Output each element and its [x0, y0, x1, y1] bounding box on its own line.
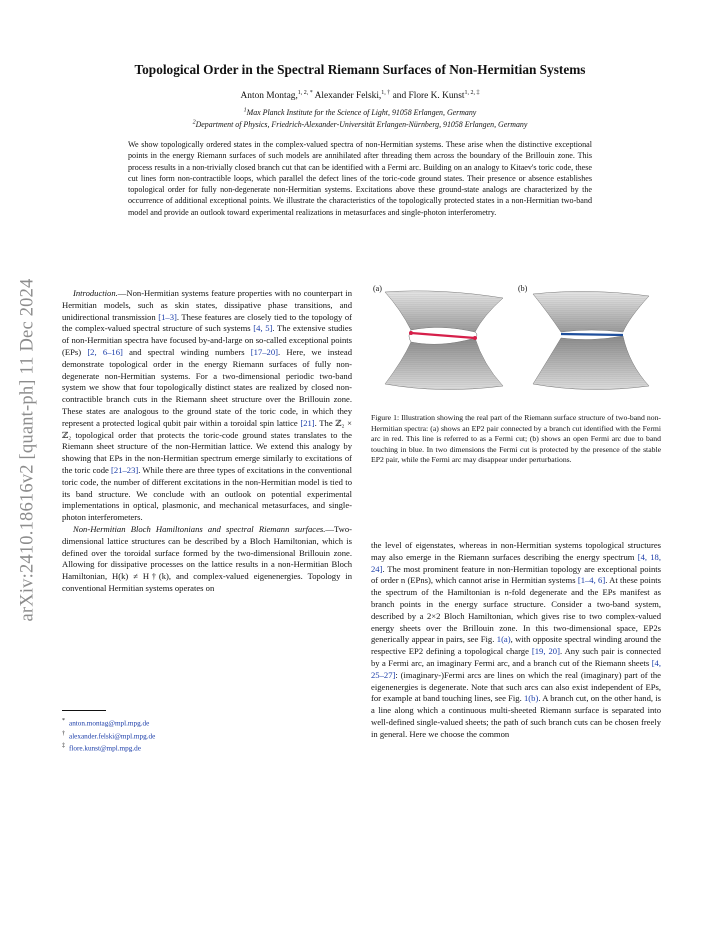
riemann-surface-illustration	[371, 286, 661, 398]
citation-link[interactable]: [19, 20]	[531, 646, 560, 657]
citation-link[interactable]: [4, 18, 24]	[371, 551, 661, 574]
citation-link[interactable]: [21]	[300, 417, 315, 428]
body-text: . Here, we instead demonstrate topological order in the energy Riemann surfaces of fully non-degenerate non-Hermitian systems. For a two-dimensional periodic two-band system we show that four topologically distinct states are realized by closed non-contractible branch cuts in the Riemann sheet structure over the Brillouin zone. These states are analogous to the ground state of the toric code, in which they represent a protected logical qubit pair within a toroidal spin lattice	[62, 346, 352, 428]
left-column	[62, 288, 352, 595]
footnote	[62, 716, 155, 729]
body-text: . Any such pair is connected by a Fermi arc, an imaginary Fermi arc, and a branch cut of the Riemann sheets	[371, 646, 661, 668]
footnote-mark: *	[62, 718, 65, 724]
arxiv-stamp	[8, 230, 48, 670]
affil-text: Max Planck Institute for the Science of Light, 91058 Erlangen, Germany	[246, 108, 477, 117]
footnote-mark: †	[62, 730, 65, 737]
panel-b-surface	[533, 291, 649, 389]
author-affil-mark: 1, †	[381, 89, 391, 96]
ep2-point	[473, 336, 477, 340]
footnote-rule	[62, 710, 106, 711]
body-text: . While there are three types of excitations in the conventional toric code, the number of different excitations in the non-Hermitian model is tied to its band structure. We conclude with an outlook on potential experimental implementations in optical, plasmonic, and mechanical metasurfaces, and single-photon interferometers.	[62, 464, 352, 523]
citation-link[interactable]: [4, 25–27]	[371, 657, 661, 680]
figure-1	[371, 286, 661, 394]
affil-mark: 2	[192, 119, 196, 126]
body-text: . The extensive studies of non-Hermitian spectra have focused by-and-large on so-called exceptional points (EPs)	[62, 323, 352, 357]
section-heading: Non-Hermitian Bloch Hamiltonians and spectral Riemann surfaces.	[73, 523, 326, 534]
figure-caption: Figure 1: Illustration showing the real part of the Riemann surface structure of two-band non-Hermitian spectra: (a) shows an EP2 pair connected by a branch cut identified with the Fermi arc in red. This line is referred to as a Fermi cut; (b) shows an open Fermi arc due to band touching in blue. In two dimensions the Fermi cut is protected by the presence of the stable EP2 pair, while the Fermi arc may disappear under perturbations.	[371, 413, 661, 464]
affil-text: Department of Physics, Friedrich-Alexander-Universität Erlangen-Nürnberg, 91058 Erlangen, Germany	[195, 120, 528, 129]
author-list	[60, 91, 660, 101]
body-text: : (imaginary-)Fermi arcs are lines on which the real (imaginary) part of the eigenenergies is degenerate. Note that such arcs can also exist independent of EPs, for example at band touching lines, see Fig.	[371, 669, 661, 704]
body-text: the level of eigenstates, whereas in non-Hermitian systems topological structures may also emerge in the Riemann surfaces describing the energy spectrum	[371, 540, 661, 562]
body-text: and spectral winding numbers	[122, 346, 251, 357]
figure-link[interactable]: 1(b)	[523, 693, 539, 704]
email-link[interactable]: alexander.felski@mpl.mpg.de	[69, 731, 156, 740]
body-text: . These features are closely tied to the topology of the complex-valued spectral structure of such systems	[62, 311, 352, 334]
body-text: . The most prominent feature in non-Hermitian topology are exceptional points of order n (EPns), which cannot arise in Hermitian systems	[371, 563, 661, 586]
body-text: —Two-dimensional lattice structures can be described by a Bloch Hamiltonian, which is defined over the toroidal surface formed by the two-dimensional Brillouin zone. Allowing for dissipative processes on the lattice results in a non-Hermitian Bloch Hamiltonian, H(k) ≠ H†(k), and complex-valued eigenenergies. Topology in conventional Hermitian systems operates on	[62, 523, 352, 593]
body-text: —Non-Hermitian systems feature properties with no counterpart in Hermitian models, such as skin states, dissipative phase transitions, and unidirectional transmission	[62, 288, 352, 322]
author-affil-mark: 1, 2, ‡	[464, 89, 480, 96]
footnote	[62, 729, 155, 742]
right-column	[371, 540, 661, 741]
body-text: . A branch cut, on the other hand, is a line along which a continuous multi-sheeted Riemann surface is separated into well-defined single-valued sheets; the path of such branch cuts can be chosen freely in general. Here we choose the common	[371, 693, 661, 739]
citation-link[interactable]: [21–23]	[111, 464, 139, 475]
author-name: and Flore K. Kunst	[392, 91, 465, 101]
footnotes	[62, 716, 155, 754]
fermi-cut-line	[411, 333, 475, 338]
intro-paragraph	[62, 288, 352, 524]
email-link[interactable]: anton.montag@mpl.mpg.de	[69, 719, 150, 728]
panel-label-b: (b)	[518, 284, 528, 293]
footnote-mark: ‡	[62, 743, 65, 750]
section-heading: Introduction.	[73, 288, 118, 298]
paper-title: Topological Order in the Spectral Riemann Surfaces of Non-Hermitian Systems	[134, 62, 586, 77]
footnote	[62, 741, 155, 754]
body-text: . The ℤ₂ × ℤ₂ topological order that protects the toric-code ground states translates to the Riemann sheet structure of the non-Hermitian lattice. We extend this analogy by showing that EPs in the non-Hermitian spectrum emerge similarly to excitations of the toric code	[62, 417, 352, 475]
citation-link[interactable]: [1–4, 6]	[577, 575, 606, 586]
citation-link[interactable]: [17–20]	[250, 346, 279, 357]
body-text: . At these points the spectrum of the Hamiltonian is n-fold degenerate and the EPs manifest as branch points in the energy surface structure. Consider a two-band system, described by a 2×2 Bloch Hamiltonian, which gives rise to two complex-valued energy sheets over the Brillouin zone. In this two-dimensional space, EP2s generically appear in pairs, see Fig.	[371, 575, 661, 645]
author-affil-mark: 1, 2, *	[297, 89, 313, 96]
affiliation	[60, 108, 660, 117]
section-paragraph	[62, 524, 352, 595]
author-name: Anton Montag,	[240, 91, 298, 101]
fermi-arc-line	[561, 334, 623, 335]
figure-link[interactable]: 1(a)	[496, 634, 511, 645]
email-link[interactable]: flore.kunst@mpl.mpg.de	[69, 744, 141, 753]
panel-a-surface	[385, 291, 503, 390]
ep2-point	[409, 331, 413, 335]
citation-link[interactable]: [2, 6–16]	[87, 346, 123, 357]
affiliation	[60, 120, 660, 129]
author-name: Alexander Felski,	[314, 91, 382, 101]
citation-link[interactable]: [1–3]	[158, 311, 177, 322]
citation-link[interactable]: [4, 5]	[253, 323, 273, 334]
body-paragraph	[371, 540, 661, 741]
abstract: We show topologically ordered states in the complex-valued spectra of non-Hermitian systems. These arise when the distinctive exceptional points in the energy Riemann surfaces of such models are annihilated after threading them across the boundary of the Brillouin zone. This process results in a non-trivially closed branch cut that can be identified with a Fermi arc. Building on an analogy to Kitaev's toric code, these cut lines form non-contractible loops, which parallel the defect lines of the toric-code ground states. Their presence or absence establishes topological order for fully non-degenerate non-Hermitian systems. Excitations above these ground-state analogs are characterized by the occurrence of additional exceptional points. We illustrate the characteristics of the topologically protected states in a non-Hermitian two-band model and provide an outlook toward experimental realizations in metasurfaces and single-photon interferometry.	[128, 140, 592, 217]
arxiv-id: arXiv:2410.18616v2 [quant-ph] 11 Dec 2024	[17, 278, 38, 622]
body-text: , with opposite spectral winding around the respective EP2 defining a topological charge	[371, 634, 661, 657]
affil-mark: 1	[243, 107, 247, 114]
panel-label-a: (a)	[373, 284, 382, 293]
